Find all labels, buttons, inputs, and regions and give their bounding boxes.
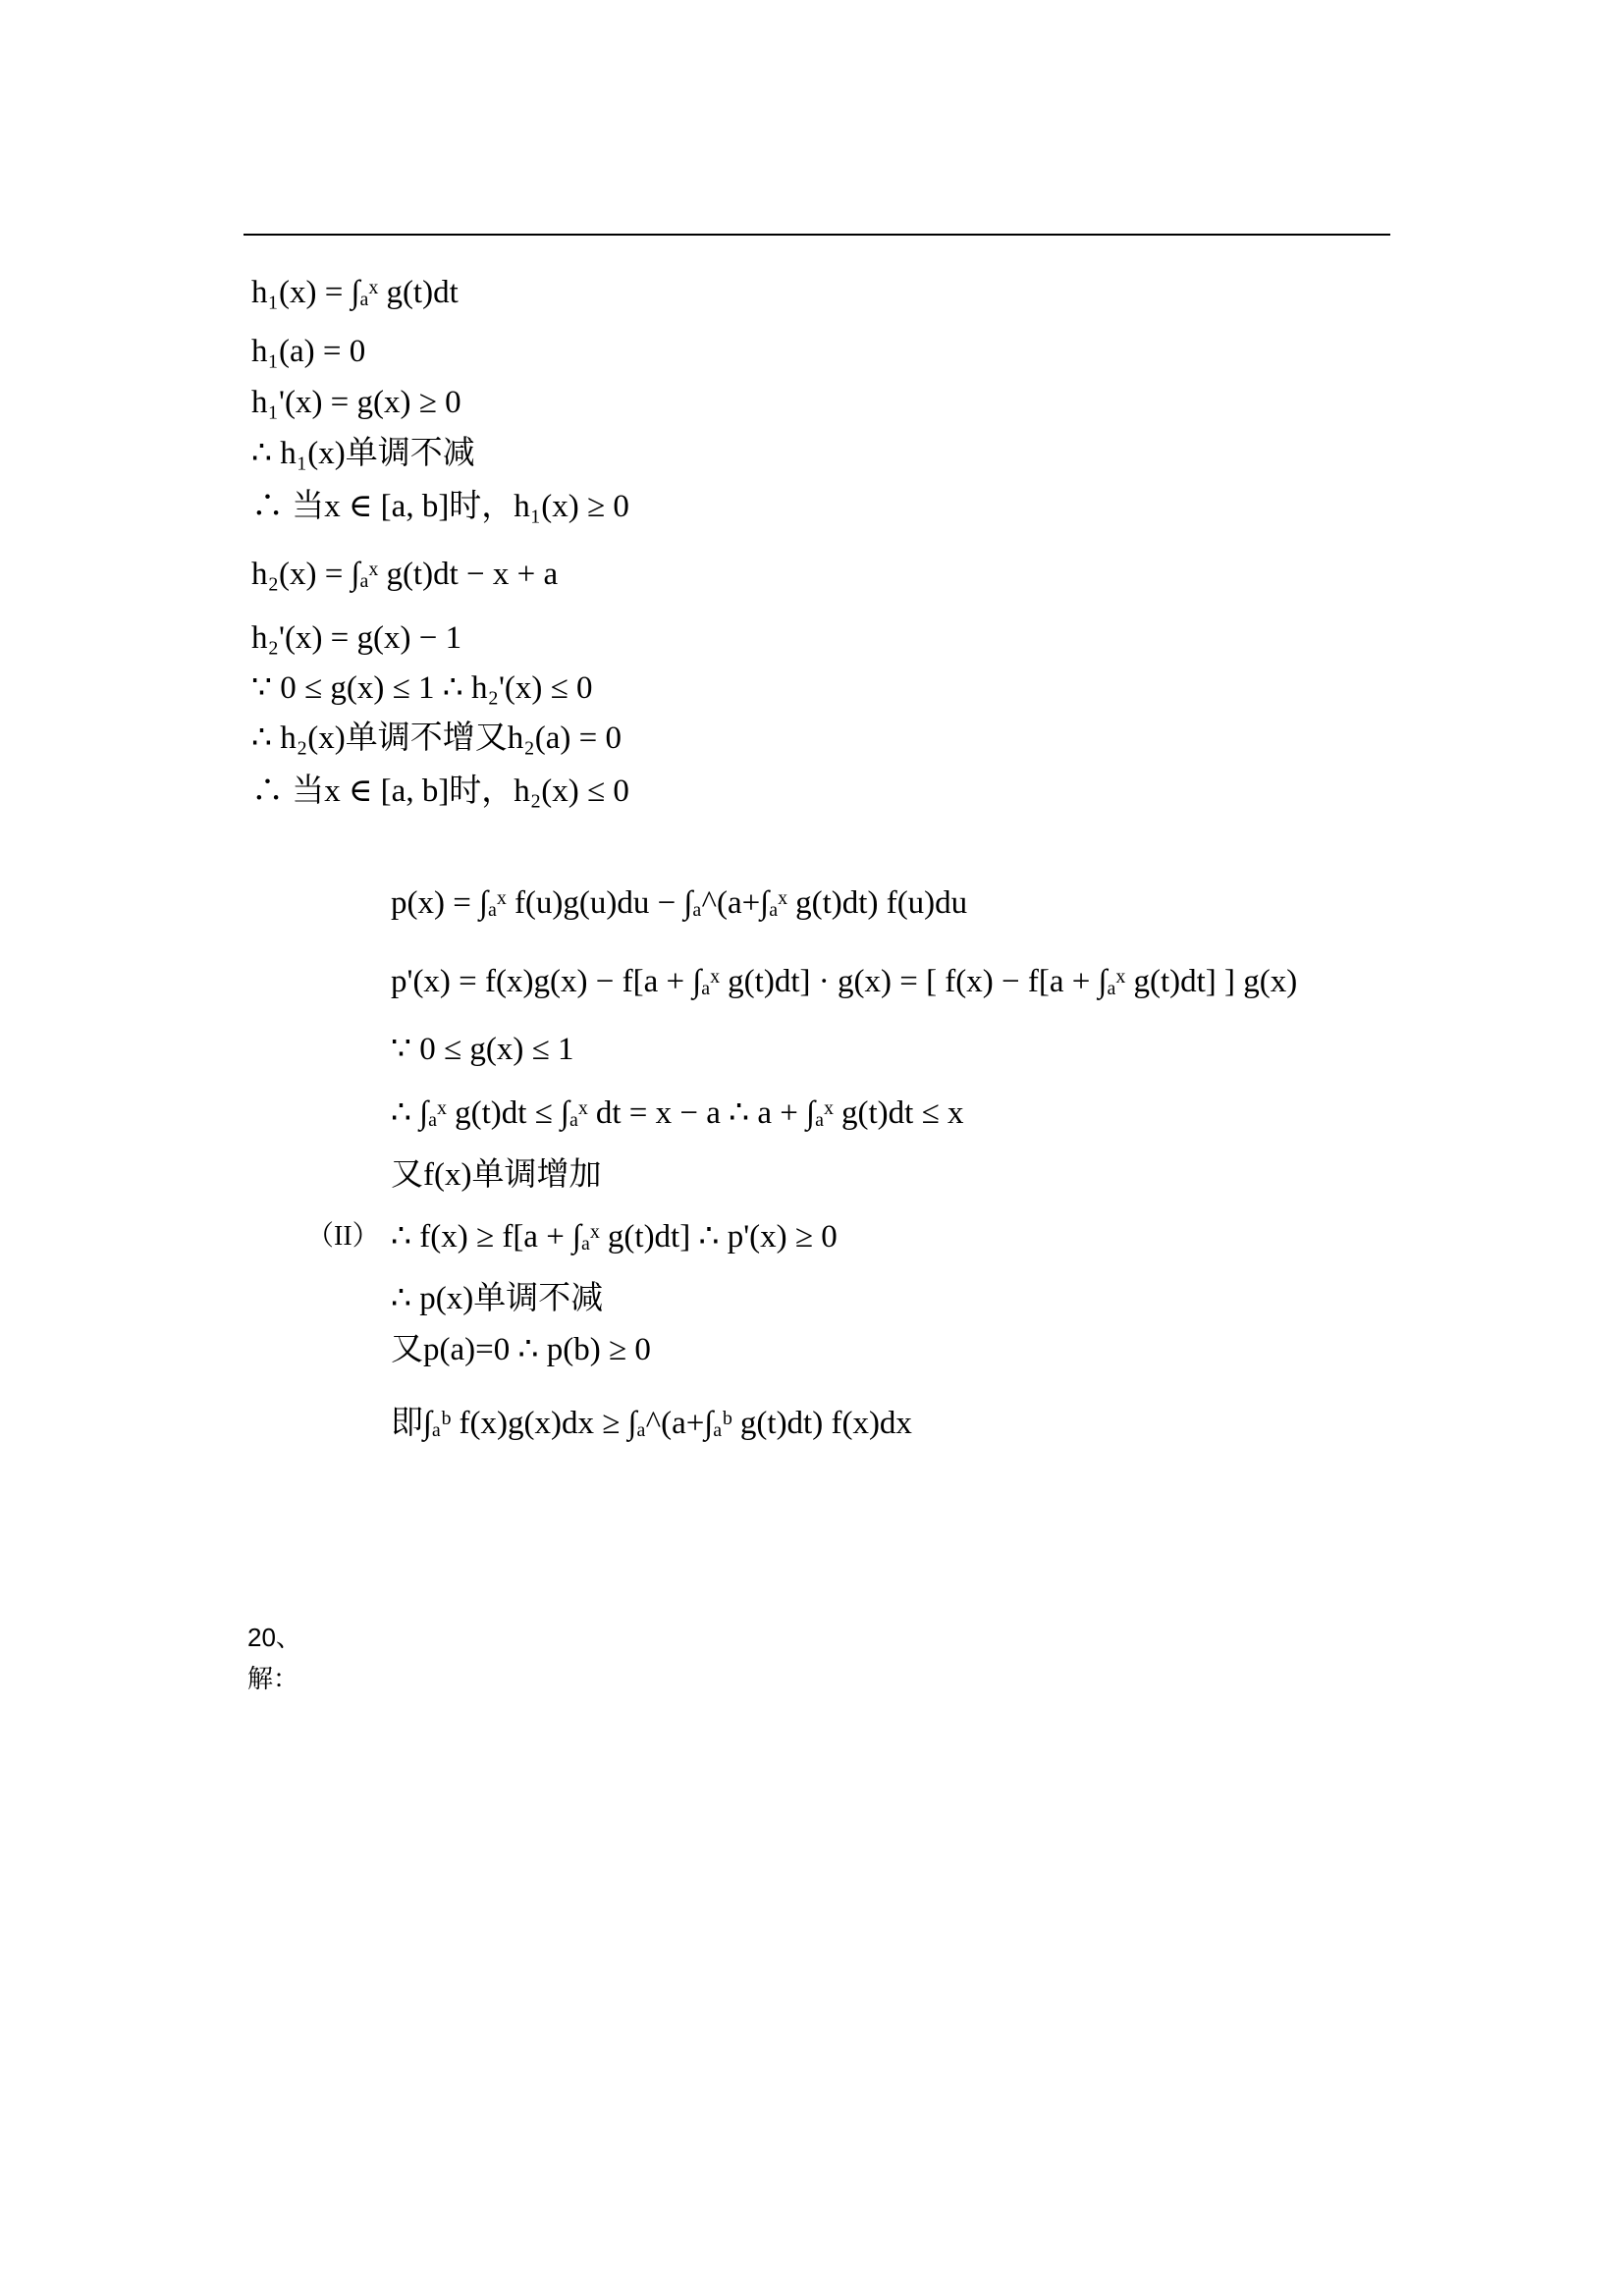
proof2-line-2: p'(x) = f(x)g(x) − f[a + ∫ₐˣ g(t)dt] · g(x) = [ f(x) − f[a + ∫ₐˣ g(t)dt] ] g(x) xyxy=(391,964,1298,999)
answer-label: 解： xyxy=(247,1664,299,1693)
header-rule xyxy=(244,234,1390,236)
proof-line-4: ∴ h₁(x)单调不减 xyxy=(251,436,475,471)
proof-line-8: ∵ 0 ≤ g(x) ≤ 1 ∴ h₂'(x) ≤ 0 xyxy=(251,670,593,706)
proof-line-3: h₁'(x) = g(x) ≥ 0 xyxy=(251,385,461,420)
proof2-line-7: ∴ p(x)单调不减 xyxy=(391,1281,604,1316)
proof-line-9: ∴ h₂(x)单调不增又h₂(a) = 0 xyxy=(251,721,622,756)
proof-line-5: ∴ 当x ∈ [a, b]时，h₁(x) ≥ 0 xyxy=(251,489,629,524)
proof2-line-3: ∵ 0 ≤ g(x) ≤ 1 xyxy=(391,1032,574,1067)
proof2-line-1: p(x) = ∫ₐˣ f(u)g(u)du − ∫ₐ^(a+∫ₐˣ g(t)dt) f(u)du xyxy=(391,885,968,921)
proof2-line-6: ∴ f(x) ≥ f[a + ∫ₐˣ g(t)dt] ∴ p'(x) ≥ 0 xyxy=(391,1219,838,1255)
proof2-line-5: 又f(x)单调增加 xyxy=(391,1157,602,1193)
proof2-line-4: ∴ ∫ₐˣ g(t)dt ≤ ∫ₐˣ dt = x − a ∴ a + ∫ₐˣ g(t)dt ≤ x xyxy=(391,1095,964,1131)
proof-line-10: ∴ 当x ∈ [a, b]时，h₂(x) ≤ 0 xyxy=(251,774,629,809)
proof2-line-9: 即∫ₐᵇ f(x)g(x)dx ≥ ∫ₐ^(a+∫ₐᵇ g(t)dt) f(x)dx xyxy=(391,1406,912,1441)
part-label: （II） xyxy=(306,1221,380,1252)
proof-line-2: h₁(a) = 0 xyxy=(251,334,366,369)
proof-line-6: h₂(x) = ∫ₐˣ g(t)dt − x + a xyxy=(251,557,559,592)
proof2-line-8: 又p(a)=0 ∴ p(b) ≥ 0 xyxy=(391,1332,651,1367)
proof-line-7: h₂'(x) = g(x) − 1 xyxy=(251,620,462,656)
question-number: 20、 xyxy=(247,1623,301,1652)
proof-line-1: h₁(x) = ∫ₐˣ g(t)dt xyxy=(251,275,459,310)
